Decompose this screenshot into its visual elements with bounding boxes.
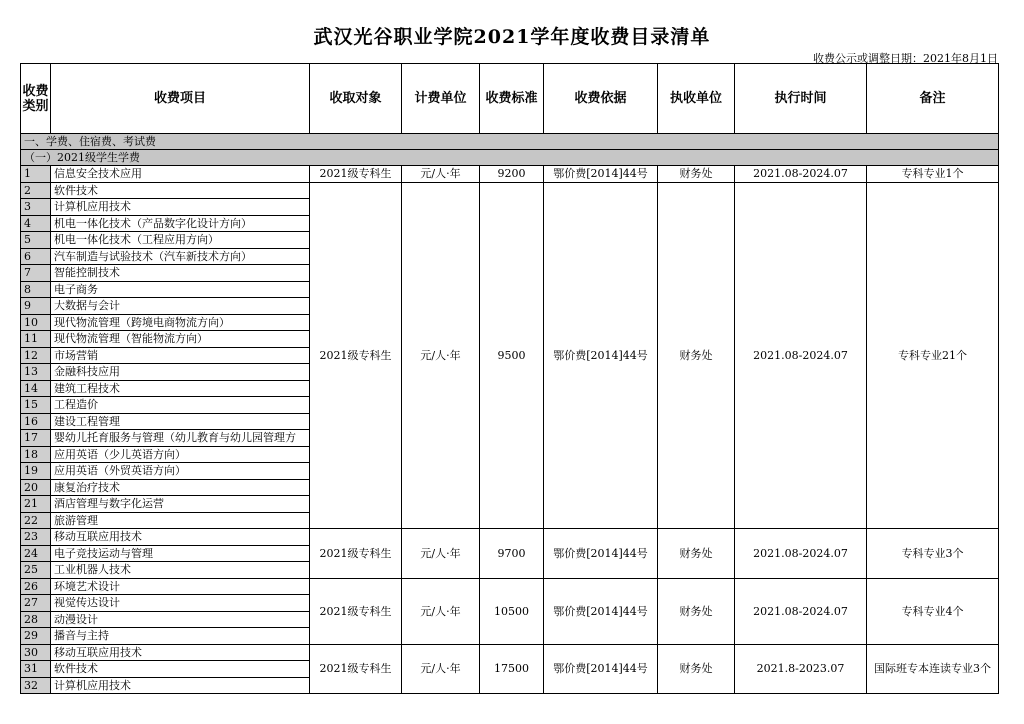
item-name: 建设工程管理 — [51, 413, 310, 430]
row-number: 17 — [21, 430, 51, 447]
item-name: 应用英语（少儿英语方向） — [51, 446, 310, 463]
section-row — [21, 150, 999, 166]
header-item: 收费项目 — [51, 64, 310, 134]
group-note: 国际班专本连读专业3个 — [867, 644, 999, 694]
group-basis: 鄂价费[2014]44号 — [544, 578, 658, 644]
item-name: 旅游管理 — [51, 512, 310, 529]
item-name: 应用英语（外贸英语方向） — [51, 463, 310, 480]
item-name: 工业机器人技术 — [51, 562, 310, 579]
row-number: 13 — [21, 364, 51, 381]
row-number: 15 — [21, 397, 51, 414]
table-row — [21, 182, 999, 199]
group-target: 2021级专科生 — [310, 166, 402, 183]
row-number: 11 — [21, 331, 51, 348]
group-collector: 财务处 — [658, 166, 735, 183]
row-number: 31 — [21, 661, 51, 678]
row-number: 30 — [21, 644, 51, 661]
group-standard: 9200 — [480, 166, 544, 183]
item-name: 大数据与会计 — [51, 298, 310, 315]
page-title: 武汉光谷职业学院2021学年度收费目录清单 — [313, 26, 711, 48]
table-row — [21, 529, 999, 546]
group-unit: 元/人·年 — [402, 529, 480, 579]
item-name: 电子竞技运动与管理 — [51, 545, 310, 562]
header-period: 执行时间 — [735, 64, 867, 134]
group-period: 2021.08-2024.07 — [735, 529, 867, 579]
row-number: 5 — [21, 232, 51, 249]
item-name: 播音与主持 — [51, 628, 310, 645]
row-number: 8 — [21, 281, 51, 298]
group-note: 专科专业3个 — [867, 529, 999, 579]
row-number: 29 — [21, 628, 51, 645]
item-name: 工程造价 — [51, 397, 310, 414]
section-title: 一、学费、住宿费、考试费 — [21, 134, 999, 150]
header-row — [21, 64, 999, 134]
group-unit: 元/人·年 — [402, 578, 480, 644]
group-period: 2021.08-2024.07 — [735, 182, 867, 529]
group-period: 2021.8-2023.07 — [735, 644, 867, 694]
table-row — [21, 644, 999, 661]
group-period: 2021.08-2024.07 — [735, 578, 867, 644]
item-name: 软件技术 — [51, 661, 310, 678]
group-note: 专科专业1个 — [867, 166, 999, 183]
group-target: 2021级专科生 — [310, 578, 402, 644]
item-name: 建筑工程技术 — [51, 380, 310, 397]
row-number: 3 — [21, 199, 51, 216]
item-name: 机电一体化技术（产品数字化设计方向） — [51, 215, 310, 232]
header-standard: 收费标准 — [480, 64, 544, 134]
item-name: 汽车制造与试验技术（汽车新技术方向） — [51, 248, 310, 265]
row-number: 10 — [21, 314, 51, 331]
row-number: 27 — [21, 595, 51, 612]
row-number: 21 — [21, 496, 51, 513]
row-number: 7 — [21, 265, 51, 282]
group-note: 专科专业4个 — [867, 578, 999, 644]
row-number: 16 — [21, 413, 51, 430]
group-basis: 鄂价费[2014]44号 — [544, 182, 658, 529]
item-name: 信息安全技术应用 — [51, 166, 310, 183]
item-name: 现代物流管理（跨境电商物流方向） — [51, 314, 310, 331]
item-name: 软件技术 — [51, 182, 310, 199]
group-target: 2021级专科生 — [310, 529, 402, 579]
item-name: 婴幼儿托育服务与管理（幼儿教育与幼儿园管理方 — [51, 430, 310, 447]
group-standard: 17500 — [480, 644, 544, 694]
section-row — [21, 134, 999, 150]
table-row — [21, 578, 999, 595]
header-category: 收费类别 — [21, 64, 51, 134]
row-number: 12 — [21, 347, 51, 364]
table-row — [21, 166, 999, 183]
group-basis: 鄂价费[2014]44号 — [544, 644, 658, 694]
row-number: 6 — [21, 248, 51, 265]
row-number: 20 — [21, 479, 51, 496]
header-collector: 执收单位 — [658, 64, 735, 134]
row-number: 26 — [21, 578, 51, 595]
fee-table — [20, 63, 999, 694]
row-number: 19 — [21, 463, 51, 480]
group-unit: 元/人·年 — [402, 166, 480, 183]
item-name: 计算机应用技术 — [51, 677, 310, 694]
item-name: 康复治疗技术 — [51, 479, 310, 496]
item-name: 视觉传达设计 — [51, 595, 310, 612]
item-name: 移动互联应用技术 — [51, 644, 310, 661]
row-number: 24 — [21, 545, 51, 562]
item-name: 酒店管理与数字化运营 — [51, 496, 310, 513]
group-standard: 10500 — [480, 578, 544, 644]
group-collector: 财务处 — [658, 578, 735, 644]
group-collector: 财务处 — [658, 644, 735, 694]
group-target: 2021级专科生 — [310, 182, 402, 529]
subsection-title: （一）2021级学生学费 — [21, 150, 999, 166]
row-number: 4 — [21, 215, 51, 232]
header-target: 收取对象 — [310, 64, 402, 134]
header-unit: 计费单位 — [402, 64, 480, 134]
row-number: 25 — [21, 562, 51, 579]
item-name: 计算机应用技术 — [51, 199, 310, 216]
item-name: 现代物流管理（智能物流方向） — [51, 331, 310, 348]
group-note: 专科专业21个 — [867, 182, 999, 529]
group-collector: 财务处 — [658, 529, 735, 579]
item-name: 金融科技应用 — [51, 364, 310, 381]
row-number: 14 — [21, 380, 51, 397]
row-number: 1 — [21, 166, 51, 183]
item-name: 动漫设计 — [51, 611, 310, 628]
item-name: 移动互联应用技术 — [51, 529, 310, 546]
group-collector: 财务处 — [658, 182, 735, 529]
row-number: 32 — [21, 677, 51, 694]
group-standard: 9700 — [480, 529, 544, 579]
row-number: 22 — [21, 512, 51, 529]
item-name: 机电一体化技术（工程应用方向） — [51, 232, 310, 249]
header-note: 备注 — [867, 64, 999, 134]
group-basis: 鄂价费[2014]44号 — [544, 529, 658, 579]
publish-date: 收费公示或调整日期：2021年8月1日 — [813, 52, 998, 65]
item-name: 电子商务 — [51, 281, 310, 298]
row-number: 28 — [21, 611, 51, 628]
item-name: 智能控制技术 — [51, 265, 310, 282]
header-basis: 收费依据 — [544, 64, 658, 134]
item-name: 环境艺术设计 — [51, 578, 310, 595]
group-unit: 元/人·年 — [402, 644, 480, 694]
row-number: 23 — [21, 529, 51, 546]
row-number: 9 — [21, 298, 51, 315]
group-basis: 鄂价费[2014]44号 — [544, 166, 658, 183]
group-standard: 9500 — [480, 182, 544, 529]
row-number: 18 — [21, 446, 51, 463]
group-unit: 元/人·年 — [402, 182, 480, 529]
item-name: 市场营销 — [51, 347, 310, 364]
group-target: 2021级专科生 — [310, 644, 402, 694]
group-period: 2021.08-2024.07 — [735, 166, 867, 183]
row-number: 2 — [21, 182, 51, 199]
